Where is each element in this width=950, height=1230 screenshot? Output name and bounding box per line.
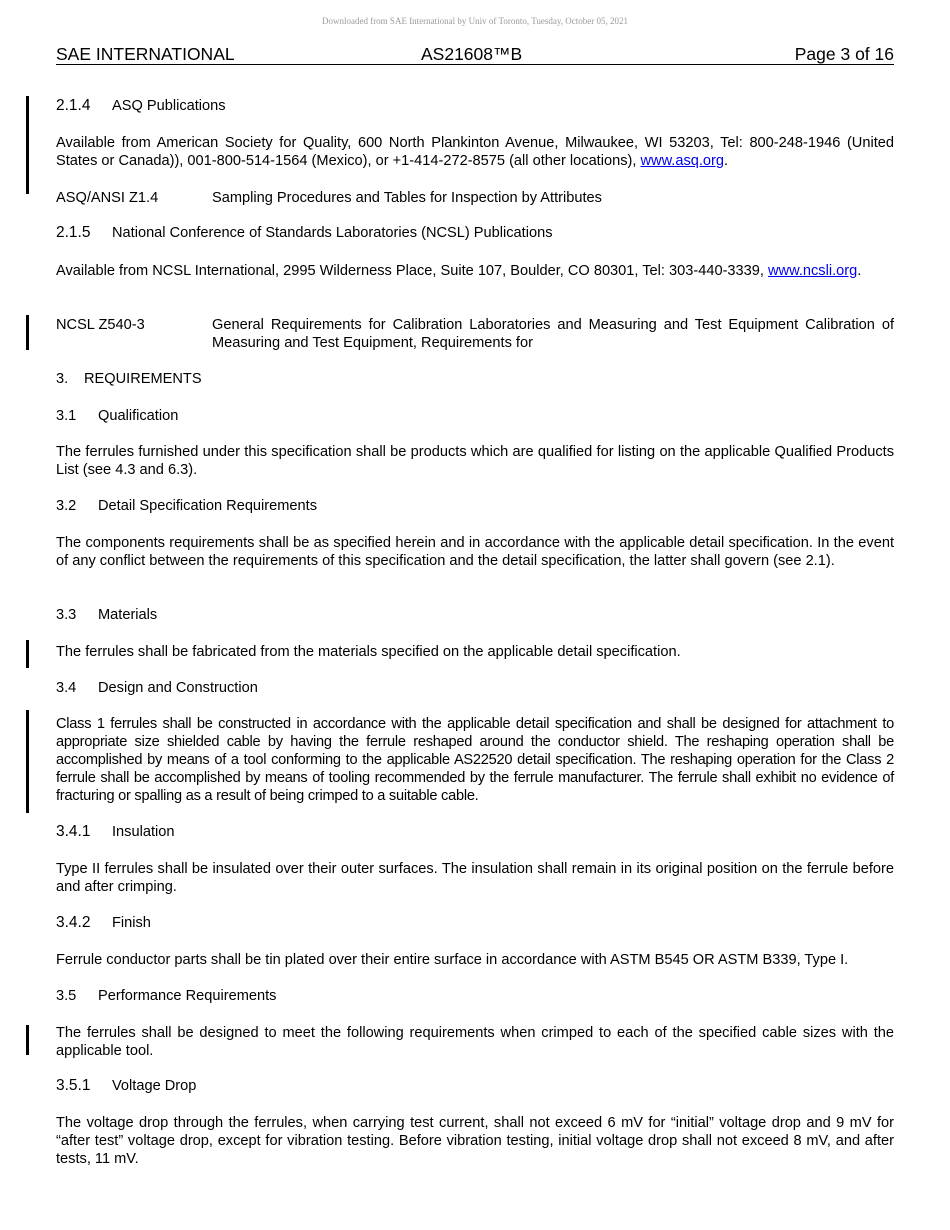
section-title: Finish	[112, 915, 151, 931]
change-bar	[26, 315, 29, 350]
heading-2-1-4	[56, 97, 894, 115]
paragraph-performance: The ferrules shall be designed to meet the following requirements when crimped to each of the specified cable sizes with the applicable tool.	[56, 1025, 894, 1059]
heading-2-1-5	[56, 224, 894, 242]
change-bar	[26, 96, 29, 194]
section-number: 3.3	[56, 607, 77, 623]
paragraph-finish: Ferrule conductor parts shall be tin plated over their entire surface in accordance with ASTM B545 OR ASTM B339, Type I.	[56, 952, 849, 968]
heading-3-4-2	[56, 914, 894, 932]
reference-title: Sampling Procedures and Tables for Inspection by Attributes	[212, 190, 602, 206]
asq-link[interactable]: www.asq.org	[640, 153, 725, 169]
heading-3-3	[56, 606, 894, 624]
section-title: Qualification	[98, 408, 179, 424]
section-title: Detail Specification Requirements	[98, 498, 318, 514]
paragraph-asq-availability: Available from American Society for Quality, 600 North Plankinton Avenue, Milwaukee, WI 53203, Tel: 800-248-1946 (United States or Canada)), 001-800-514-1564 (Mexico), or +1-414-272-8575 (all other locations), www.asq.org.	[56, 135, 894, 169]
section-title: Insulation	[112, 824, 175, 840]
change-bar	[26, 1025, 29, 1055]
section-title: National Conference of Standards Laboratories (NCSL) Publications	[112, 225, 553, 241]
section-number: 3.2	[56, 498, 77, 514]
reference-key: NCSL Z540-3	[56, 317, 145, 333]
section-number: 2.1.4	[56, 97, 91, 114]
heading-3-4	[56, 679, 894, 697]
heading-3-5	[56, 987, 894, 1005]
paragraph-insulation: Type II ferrules shall be insulated over their outer surfaces. The insulation shall remain in its original position on the ferrule before and after crimping.	[56, 861, 894, 895]
download-notice: Downloaded from SAE International by Univ of Toronto, Tuesday, October 05, 2021	[321, 16, 629, 26]
section-title: Performance Requirements	[98, 988, 277, 1004]
heading-3-2	[56, 497, 894, 515]
section-number: 3.1	[56, 408, 77, 424]
reference-ncsl-z540-3	[56, 316, 894, 352]
heading-3	[56, 370, 894, 388]
section-number: 3.	[56, 371, 69, 387]
section-number: 3.5	[56, 988, 77, 1004]
heading-3-5-1	[56, 1077, 894, 1095]
section-title: Design and Construction	[98, 680, 258, 696]
paragraph-design-construction: Class 1 ferrules shall be constructed in accordance with the applicable detail specification and shall be designed for attachment to appropriate size shielded cable by having the ferrule reshaped around the conductor shield. The reshaping operation shall be accomplished by means of a tool conforming to the applicable AS22520 detail specification. The reshaping operation for the Class 2 ferrule shall be accomplished by means of tooling recommended by the ferrule manufacturer. The ferrule shall exhibit no evidence of fracturing or spalling as a result of being crimped to a suitable cable.	[56, 716, 894, 804]
paragraph-qualification: The ferrules furnished under this specification shall be products which are qualified for listing on the applicable Qualified Products List (see 4.3 and 6.3).	[56, 444, 894, 478]
header-page-number: Page 3 of 16	[794, 44, 894, 64]
section-number: 3.4.2	[56, 914, 91, 931]
header-publisher: SAE INTERNATIONAL	[56, 44, 235, 64]
heading-3-1	[56, 407, 894, 425]
section-number: 3.4.1	[56, 823, 91, 840]
heading-3-4-1	[56, 823, 894, 841]
ncsl-link[interactable]: www.ncsli.org	[768, 263, 858, 279]
paragraph-voltage-drop: The voltage drop through the ferrules, when carrying test current, shall not exceed 6 mV for “initial” voltage drop and 9 mV for “after test” voltage drop, except for vibration testing. Before vibration testing, initial voltage drop shall not exceed 8 mV, and after tests, 11 mV.	[56, 1115, 894, 1167]
paragraph-materials: The ferrules shall be fabricated from the materials specified on the applicable detail specification.	[56, 644, 681, 660]
reference-asq-z1-4	[56, 189, 894, 207]
reference-title: General Requirements for Calibration Laboratories and Measuring and Test Equipment Calibration of Measuring and Test Equipment, Requirements for	[212, 317, 894, 351]
section-title: ASQ Publications	[112, 98, 226, 114]
change-bar	[26, 710, 29, 813]
section-number: 2.1.5	[56, 224, 91, 241]
paragraph-ncsl-availability: Available from NCSL International, 2995 Wilderness Place, Suite 107, Boulder, CO 80301, Tel: 303-440-3339, www.ncsli.org.	[56, 263, 862, 279]
reference-key: ASQ/ANSI Z1.4	[56, 190, 159, 206]
section-title: REQUIREMENTS	[84, 371, 202, 387]
change-bar	[26, 640, 29, 668]
header-document-number: AS21608™B	[421, 44, 523, 64]
section-number: 3.4	[56, 680, 77, 696]
paragraph-detail-spec: The components requirements shall be as specified herein and in accordance with the applicable detail specification. In the event of any conflict between the requirements of this specification and the detail specification, the latter shall govern (see 2.1).	[56, 535, 894, 569]
section-title: Voltage Drop	[112, 1078, 197, 1094]
section-number: 3.5.1	[56, 1077, 91, 1094]
page-header	[56, 44, 894, 65]
section-title: Materials	[98, 607, 158, 623]
